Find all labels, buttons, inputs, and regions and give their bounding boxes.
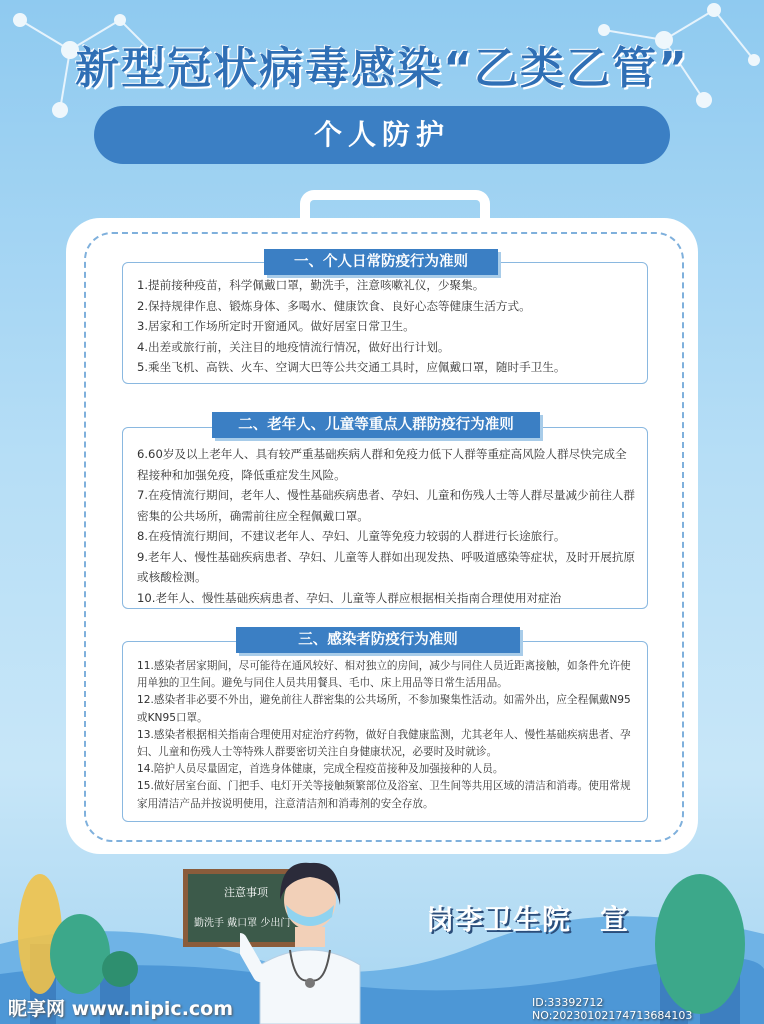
watermark-id: ID:33392712 NO:20230102174713684103 <box>532 996 693 1022</box>
rule-item: 6.60岁及以上老年人、具有较严重基础疾病人群和免疫力低下人群等重症高风险人群尽快完成全程接种和加强免疫，降低重症发生风险。 <box>137 447 627 482</box>
publisher-text: 岗李卫生院 宣 <box>426 903 630 936</box>
rule-item: 1.提前接种疫苗，科学佩戴口罩，勤洗手，注意咳嗽礼仪，少聚集。 <box>137 278 485 292</box>
watermark-logo: 昵享网 www.nipic.com <box>8 998 234 1020</box>
rule-item: 11.感染者居家期间，尽可能待在通风较好、相对独立的房间，减少与同住人员近距离接触，如条件允许使用单独的卫生间。避免与同住人员共用餐具、毛巾、床上用品等日常生活用品。 <box>137 660 631 690</box>
rule-item: 15.做好居室台面、门把手、电灯开关等接触频繁部位及浴室、卫生间等共用区域的清洁和消毒。使用常规家用清洁产品并按说明使用，注意清洁剂和消毒剂的安全存放。 <box>137 780 631 810</box>
section-title: 二、老年人、儿童等重点人群防疫行为准则 <box>212 412 540 438</box>
rule-item: 2.保持规律作息、锻炼身体、多喝水、健康饮食、良好心态等健康生活方式。 <box>137 298 531 313</box>
rule-item: 4.出差或旅行前，关注目的地疫情流行情况，做好出行计划。 <box>137 339 450 354</box>
rule-item: 14.陪护人员尽量固定，首选身体健康，完成全程疫苗接种及加强接种的人员。 <box>137 763 504 776</box>
page-subtitle: 个人防护 <box>94 106 670 164</box>
rule-item: 7.在疫情流行期间，老年人、慢性基础疾病患者、孕妇、儿童和伤残人士等人群尽量减少前往人群密集的公共场所，确需前往应全程佩戴口罩。 <box>137 488 636 523</box>
section-daily-protection <box>122 262 648 384</box>
section-title: 三、感染者防疫行为准则 <box>236 627 520 653</box>
section-key-groups <box>122 427 648 609</box>
blackboard-title: 注意事项 <box>224 886 268 899</box>
rule-item: 12.感染者非必要不外出，避免前往人群密集的公共场所，不参加聚集性活动。如需外出，应全程佩戴N95或KN95口罩。 <box>137 694 631 724</box>
blackboard-text: 勤洗手 戴口罩 少出门 <box>194 918 291 929</box>
rule-item: 8.在疫情流行期间，不建议老年人、孕妇、儿童等免疫力较弱的人群进行长途旅行。 <box>137 529 566 543</box>
rule-item: 5.乘坐飞机、高铁、火车、空调大巴等公共交通工具时，应佩戴口罩，随时手卫生。 <box>137 360 566 374</box>
section-title: 一、个人日常防疫行为准则 <box>264 249 498 275</box>
doctor-illustration <box>240 855 380 1024</box>
page-title: 新型冠状病毒感染“乙类乙管” <box>75 43 689 94</box>
rule-item: 3.居家和工作场所定时开窗通风。做好居室日常卫生。 <box>137 319 415 333</box>
rule-item: 9.老年人、慢性基础疾病患者、孕妇、儿童等人群如出现发热、呼吸道感染等症状，及时开展抗原或核酸检测。 <box>137 549 636 584</box>
rule-item: 10.老年人、慢性基础疾病患者、孕妇、儿童等人群应根据相关指南合理使用对症治 <box>137 590 562 605</box>
section-infected <box>122 641 648 822</box>
rule-item: 13.感染者根据相关指南合理使用对症治疗药物，做好自我健康监测，尤其老年人、慢性基础疾病患者、孕妇、儿童和伤残人士等特殊人群要密切关注自身健康状况，必要时及时就诊。 <box>137 728 631 759</box>
